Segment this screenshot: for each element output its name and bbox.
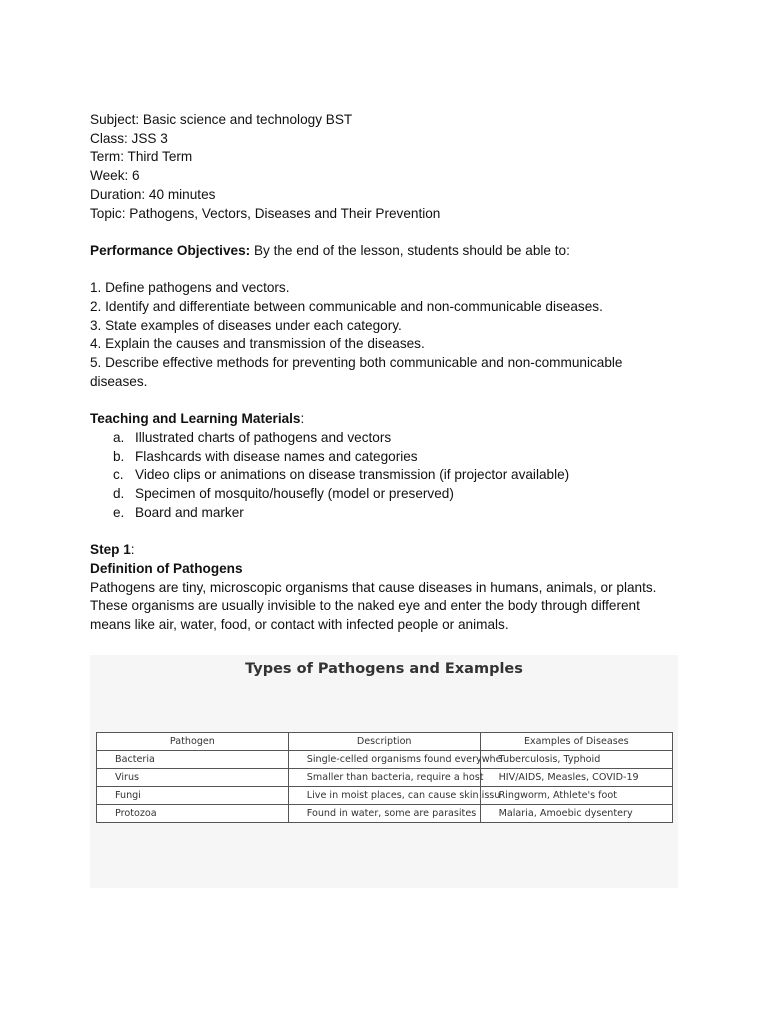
header-description: Description [288, 733, 480, 751]
paragraph-line: These organisms are usually invisible to the naked eye and enter the body through different [90, 598, 640, 614]
materials-item-text: Illustrated charts of pathogens and vectors [135, 429, 392, 445]
materials-item [90, 504, 690, 523]
objective-item: 5. Describe effective methods for preventing both communicable and non-communicable [90, 355, 623, 371]
class-line: Class: JSS 3 [90, 130, 168, 146]
section-title-text: Definition of Pathogens [90, 560, 243, 576]
term-line: Term: Third Term [90, 149, 193, 165]
subject-line: Subject: Basic science and technology BST [90, 112, 353, 127]
materials-item-text: Flashcards with disease names and categories [135, 448, 418, 464]
materials-item [90, 429, 690, 448]
week-line: Week: 6 [90, 168, 140, 184]
header-examples: Examples of Diseases [480, 733, 672, 751]
figure-title: Types of Pathogens and Examples [245, 661, 523, 677]
materials-heading-text: Teaching and Learning Materials [90, 411, 301, 427]
step-heading-label: Step 1 [90, 542, 131, 558]
materials-item-text: Specimen of mosquito/housefly (model or preserved) [135, 486, 454, 502]
performance-objectives-label: Performance Objectives: [90, 242, 251, 258]
description-cell: Smaller than bacteria, require a host [288, 769, 480, 787]
step-heading-colon: : [130, 542, 135, 558]
materials-item-text: Board and marker [135, 504, 244, 520]
description-cell: Live in moist places, can cause skin issu [288, 787, 480, 805]
materials-heading-colon: : [300, 411, 305, 427]
list-marker: a. [113, 429, 125, 445]
table-row [97, 751, 673, 769]
objective-item: 1. Define pathogens and vectors. [90, 280, 290, 296]
list-marker: e. [113, 504, 125, 520]
description-cell: Single-celled organisms found everywhe [288, 751, 480, 769]
topic-line: Topic: Pathogens, Vectors, Diseases and Their Prevention [90, 205, 441, 221]
table-row [97, 787, 673, 805]
list-marker: c. [113, 467, 124, 483]
pathogen-cell: Bacteria [97, 751, 289, 769]
performance-objectives-text: By the end of the lesson, students should be able to: [250, 242, 570, 258]
list-marker: b. [113, 448, 125, 464]
paragraph-line: Pathogens are tiny, microscopic organisms that cause diseases in humans, animals, or plants. [90, 579, 657, 595]
table-row [97, 805, 673, 823]
objective-item: 2. Identify and differentiate between communicable and non-communicable diseases. [90, 299, 603, 314]
examples-cell: Ringworm, Athlete's foot [480, 787, 672, 805]
paragraph-line: means like air, water, food, or contact with infected people or animals. [90, 616, 509, 632]
examples-cell: Tuberculosis, Typhoid [480, 751, 672, 769]
list-marker: d. [113, 486, 125, 502]
lesson-note [90, 111, 690, 635]
materials-item [90, 448, 690, 467]
pathogens-table [96, 732, 673, 823]
objective-item-continuation: diseases. [90, 373, 148, 389]
objectives-list [90, 279, 690, 391]
table-row [97, 769, 673, 787]
step-heading [90, 541, 690, 560]
materials-item [90, 466, 690, 485]
definition-paragraph [90, 579, 690, 635]
examples-cell: Malaria, Amoebic dysentery [480, 805, 672, 823]
duration-line: Duration: 40 minutes [90, 186, 216, 202]
section-title [90, 560, 690, 579]
materials-item [90, 485, 690, 504]
pathogen-cell: Fungi [97, 787, 289, 805]
pathogen-cell: Protozoa [97, 805, 289, 823]
table-header-row [97, 733, 673, 751]
description-cell: Found in water, some are parasites [288, 805, 480, 823]
performance-objectives [90, 242, 690, 261]
materials-heading [90, 410, 690, 429]
examples-cell: HIV/AIDS, Measles, COVID-19 [480, 769, 672, 787]
pathogen-cell: Virus [97, 769, 289, 787]
materials-list [90, 429, 690, 523]
objective-item: 4. Explain the causes and transmission of the diseases. [90, 336, 425, 352]
objective-item: 3. State examples of diseases under each category. [90, 317, 402, 333]
materials-item-text: Video clips or animations on disease transmission (if projector available) [135, 467, 570, 483]
header-pathogen: Pathogen [97, 733, 289, 751]
pathogens-table-figure [90, 655, 678, 888]
